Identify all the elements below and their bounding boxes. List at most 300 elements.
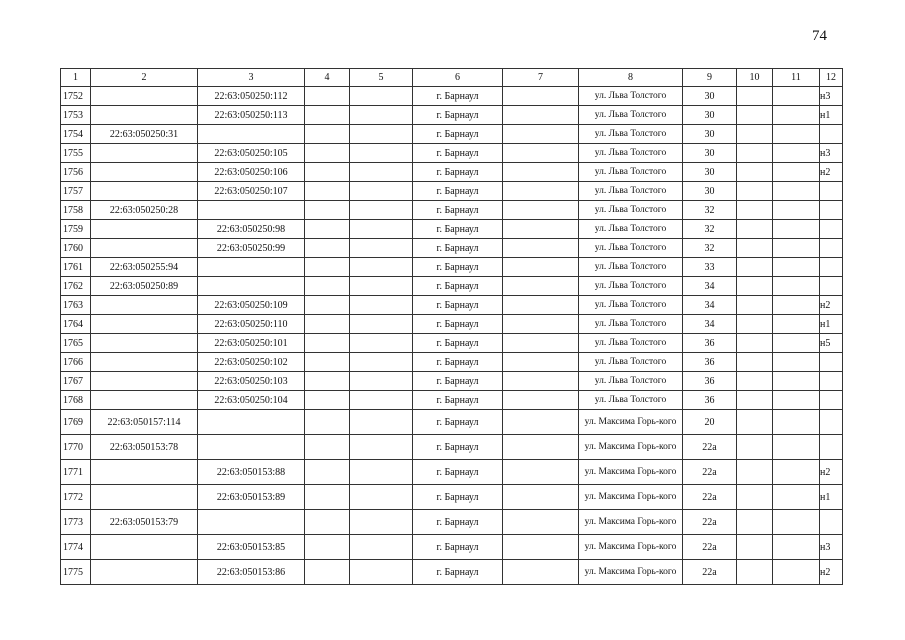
city-cell: г. Барнаул <box>413 106 503 125</box>
city-cell: г. Барнаул <box>413 315 503 334</box>
apartment-cell: н2 <box>820 560 843 585</box>
row-number-cell: 1762 <box>61 277 91 296</box>
street-cell: ул. Льва Толстого <box>579 220 683 239</box>
col10-cell <box>737 315 773 334</box>
col4-cell <box>305 201 350 220</box>
city-cell: г. Барнаул <box>413 296 503 315</box>
street-cell: ул. Льва Толстого <box>579 163 683 182</box>
col4-cell <box>305 239 350 258</box>
col10-cell <box>737 106 773 125</box>
col5-cell <box>350 220 413 239</box>
parcel-number-cell <box>91 485 198 510</box>
col10-cell <box>737 460 773 485</box>
house-number-cell: 30 <box>683 87 737 106</box>
col5-cell <box>350 391 413 410</box>
row-number-cell: 1771 <box>61 460 91 485</box>
street-cell: ул. Льва Толстого <box>579 391 683 410</box>
city-cell: г. Барнаул <box>413 163 503 182</box>
table-row <box>61 460 843 485</box>
apartment-cell <box>820 125 843 144</box>
col7-cell <box>503 353 579 372</box>
city-cell: г. Барнаул <box>413 460 503 485</box>
table-row <box>61 315 843 334</box>
row-number-cell: 1768 <box>61 391 91 410</box>
table-row <box>61 535 843 560</box>
col5-cell <box>350 535 413 560</box>
apartment-cell <box>820 201 843 220</box>
column-header: 11 <box>773 69 820 87</box>
building-number-cell: 22:63:050250:99 <box>198 239 305 258</box>
column-header: 7 <box>503 69 579 87</box>
street-cell: ул. Льва Толстого <box>579 144 683 163</box>
apartment-cell <box>820 182 843 201</box>
column-header: 6 <box>413 69 503 87</box>
parcel-number-cell <box>91 372 198 391</box>
column-header: 1 <box>61 69 91 87</box>
table-row <box>61 435 843 460</box>
col11-cell <box>773 144 820 163</box>
row-number-cell: 1764 <box>61 315 91 334</box>
street-cell: ул. Льва Толстого <box>579 201 683 220</box>
street-cell: ул. Льва Толстого <box>579 182 683 201</box>
col5-cell <box>350 277 413 296</box>
building-number-cell <box>198 410 305 435</box>
parcel-number-cell <box>91 220 198 239</box>
apartment-cell: н1 <box>820 106 843 125</box>
house-number-cell: 36 <box>683 391 737 410</box>
city-cell: г. Барнаул <box>413 239 503 258</box>
street-cell: ул. Льва Толстого <box>579 125 683 144</box>
col4-cell <box>305 106 350 125</box>
col4-cell <box>305 435 350 460</box>
building-number-cell <box>198 258 305 277</box>
table-row <box>61 144 843 163</box>
col5-cell <box>350 296 413 315</box>
col5-cell <box>350 163 413 182</box>
col5-cell <box>350 435 413 460</box>
building-number-cell: 22:63:050153:86 <box>198 560 305 585</box>
building-number-cell: 22:63:050250:104 <box>198 391 305 410</box>
table-row <box>61 391 843 410</box>
apartment-cell <box>820 372 843 391</box>
parcel-number-cell: 22:63:050250:89 <box>91 277 198 296</box>
col11-cell <box>773 182 820 201</box>
building-number-cell: 22:63:050250:98 <box>198 220 305 239</box>
parcel-number-cell <box>91 239 198 258</box>
page-number: 74 <box>812 28 827 44</box>
row-number-cell: 1769 <box>61 410 91 435</box>
col11-cell <box>773 535 820 560</box>
col4-cell <box>305 182 350 201</box>
street-cell: ул. Максима Горь-кого <box>579 560 683 585</box>
col11-cell <box>773 315 820 334</box>
column-header: 8 <box>579 69 683 87</box>
col4-cell <box>305 258 350 277</box>
col5-cell <box>350 560 413 585</box>
table-row <box>61 239 843 258</box>
apartment-cell <box>820 410 843 435</box>
col11-cell <box>773 201 820 220</box>
col5-cell <box>350 334 413 353</box>
street-cell: ул. Льва Толстого <box>579 315 683 334</box>
col7-cell <box>503 296 579 315</box>
col7-cell <box>503 125 579 144</box>
col5-cell <box>350 315 413 334</box>
col10-cell <box>737 435 773 460</box>
apartment-cell <box>820 435 843 460</box>
apartment-cell: н2 <box>820 460 843 485</box>
col11-cell <box>773 239 820 258</box>
parcel-number-cell: 22:63:050250:28 <box>91 201 198 220</box>
table-row <box>61 182 843 201</box>
table-row <box>61 277 843 296</box>
col11-cell <box>773 277 820 296</box>
table-row <box>61 258 843 277</box>
col5-cell <box>350 353 413 372</box>
column-header: 12 <box>820 69 843 87</box>
col4-cell <box>305 391 350 410</box>
apartment-cell: н2 <box>820 296 843 315</box>
house-number-cell: 34 <box>683 315 737 334</box>
house-number-cell: 20 <box>683 410 737 435</box>
col4-cell <box>305 460 350 485</box>
col5-cell <box>350 410 413 435</box>
city-cell: г. Барнаул <box>413 182 503 201</box>
city-cell: г. Барнаул <box>413 125 503 144</box>
apartment-cell <box>820 258 843 277</box>
building-number-cell <box>198 510 305 535</box>
col10-cell <box>737 410 773 435</box>
street-cell: ул. Льва Толстого <box>579 106 683 125</box>
col10-cell <box>737 163 773 182</box>
building-number-cell: 22:63:050250:109 <box>198 296 305 315</box>
city-cell: г. Барнаул <box>413 258 503 277</box>
city-cell: г. Барнаул <box>413 485 503 510</box>
building-number-cell: 22:63:050250:110 <box>198 315 305 334</box>
col7-cell <box>503 201 579 220</box>
col5-cell <box>350 510 413 535</box>
col5-cell <box>350 201 413 220</box>
col4-cell <box>305 315 350 334</box>
col10-cell <box>737 391 773 410</box>
building-number-cell <box>198 435 305 460</box>
row-number-cell: 1760 <box>61 239 91 258</box>
col11-cell <box>773 410 820 435</box>
city-cell: г. Барнаул <box>413 87 503 106</box>
col7-cell <box>503 485 579 510</box>
street-cell: ул. Максима Горь-кого <box>579 435 683 460</box>
col10-cell <box>737 182 773 201</box>
row-number-cell: 1752 <box>61 87 91 106</box>
row-number-cell: 1770 <box>61 435 91 460</box>
col5-cell <box>350 460 413 485</box>
street-cell: ул. Льва Толстого <box>579 296 683 315</box>
street-cell: ул. Льва Толстого <box>579 353 683 372</box>
parcel-number-cell <box>91 460 198 485</box>
col11-cell <box>773 391 820 410</box>
col10-cell <box>737 560 773 585</box>
house-number-cell: 22а <box>683 510 737 535</box>
house-number-cell: 22а <box>683 460 737 485</box>
city-cell: г. Барнаул <box>413 353 503 372</box>
house-number-cell: 33 <box>683 258 737 277</box>
row-number-cell: 1758 <box>61 201 91 220</box>
parcel-number-cell <box>91 334 198 353</box>
table-row <box>61 106 843 125</box>
col5-cell <box>350 258 413 277</box>
col11-cell <box>773 372 820 391</box>
col4-cell <box>305 372 350 391</box>
street-cell: ул. Льва Толстого <box>579 258 683 277</box>
apartment-cell: н3 <box>820 144 843 163</box>
row-number-cell: 1754 <box>61 125 91 144</box>
col4-cell <box>305 485 350 510</box>
col10-cell <box>737 87 773 106</box>
street-cell: ул. Максима Горь-кого <box>579 410 683 435</box>
city-cell: г. Барнаул <box>413 560 503 585</box>
city-cell: г. Барнаул <box>413 201 503 220</box>
street-cell: ул. Льва Толстого <box>579 87 683 106</box>
apartment-cell: н1 <box>820 485 843 510</box>
building-number-cell: 22:63:050250:102 <box>198 353 305 372</box>
col11-cell <box>773 353 820 372</box>
parcel-number-cell <box>91 163 198 182</box>
col5-cell <box>350 182 413 201</box>
building-number-cell: 22:63:050153:88 <box>198 460 305 485</box>
apartment-cell <box>820 277 843 296</box>
col4-cell <box>305 334 350 353</box>
table-row <box>61 353 843 372</box>
col10-cell <box>737 277 773 296</box>
col10-cell <box>737 258 773 277</box>
col7-cell <box>503 315 579 334</box>
col11-cell <box>773 435 820 460</box>
building-number-cell: 22:63:050250:103 <box>198 372 305 391</box>
parcel-number-cell: 22:63:050153:79 <box>91 510 198 535</box>
house-number-cell: 32 <box>683 239 737 258</box>
col7-cell <box>503 144 579 163</box>
col10-cell <box>737 334 773 353</box>
col7-cell <box>503 106 579 125</box>
col7-cell <box>503 560 579 585</box>
col7-cell <box>503 535 579 560</box>
col7-cell <box>503 435 579 460</box>
house-number-cell: 36 <box>683 372 737 391</box>
house-number-cell: 22а <box>683 435 737 460</box>
city-cell: г. Барнаул <box>413 334 503 353</box>
table-row <box>61 485 843 510</box>
parcel-number-cell <box>91 391 198 410</box>
col11-cell <box>773 510 820 535</box>
table-row <box>61 372 843 391</box>
house-number-cell: 22а <box>683 560 737 585</box>
parcel-number-cell <box>91 315 198 334</box>
col7-cell <box>503 334 579 353</box>
row-number-cell: 1763 <box>61 296 91 315</box>
house-number-cell: 22а <box>683 535 737 560</box>
col10-cell <box>737 220 773 239</box>
col10-cell <box>737 485 773 510</box>
street-cell: ул. Максима Горь-кого <box>579 460 683 485</box>
col4-cell <box>305 535 350 560</box>
street-cell: ул. Льва Толстого <box>579 372 683 391</box>
city-cell: г. Барнаул <box>413 277 503 296</box>
house-number-cell: 30 <box>683 144 737 163</box>
house-number-cell: 30 <box>683 182 737 201</box>
col11-cell <box>773 560 820 585</box>
col10-cell <box>737 125 773 144</box>
city-cell: г. Барнаул <box>413 391 503 410</box>
col5-cell <box>350 106 413 125</box>
house-number-cell: 34 <box>683 296 737 315</box>
street-cell: ул. Максима Горь-кого <box>579 510 683 535</box>
apartment-cell: н5 <box>820 334 843 353</box>
col11-cell <box>773 334 820 353</box>
col11-cell <box>773 163 820 182</box>
col10-cell <box>737 353 773 372</box>
table-row <box>61 510 843 535</box>
parcel-number-cell <box>91 296 198 315</box>
col4-cell <box>305 163 350 182</box>
table-row <box>61 87 843 106</box>
col4-cell <box>305 560 350 585</box>
building-number-cell <box>198 277 305 296</box>
row-number-cell: 1765 <box>61 334 91 353</box>
col10-cell <box>737 535 773 560</box>
parcel-number-cell <box>91 560 198 585</box>
col7-cell <box>503 460 579 485</box>
col4-cell <box>305 277 350 296</box>
row-number-cell: 1767 <box>61 372 91 391</box>
table-row <box>61 201 843 220</box>
apartment-cell <box>820 391 843 410</box>
col4-cell <box>305 220 350 239</box>
parcel-number-cell: 22:63:050250:31 <box>91 125 198 144</box>
house-number-cell: 30 <box>683 125 737 144</box>
table-row <box>61 163 843 182</box>
apartment-cell: н1 <box>820 315 843 334</box>
col11-cell <box>773 220 820 239</box>
col7-cell <box>503 277 579 296</box>
col11-cell <box>773 485 820 510</box>
table-row <box>61 125 843 144</box>
city-cell: г. Барнаул <box>413 535 503 560</box>
header-row <box>61 69 843 87</box>
col4-cell <box>305 125 350 144</box>
row-number-cell: 1755 <box>61 144 91 163</box>
registry-table <box>60 68 843 585</box>
table-row <box>61 560 843 585</box>
parcel-number-cell <box>91 182 198 201</box>
col11-cell <box>773 296 820 315</box>
house-number-cell: 36 <box>683 334 737 353</box>
house-number-cell: 34 <box>683 277 737 296</box>
col5-cell <box>350 239 413 258</box>
col10-cell <box>737 372 773 391</box>
building-number-cell <box>198 201 305 220</box>
col5-cell <box>350 125 413 144</box>
apartment-cell: н3 <box>820 87 843 106</box>
col11-cell <box>773 460 820 485</box>
house-number-cell: 36 <box>683 353 737 372</box>
apartment-cell <box>820 220 843 239</box>
row-number-cell: 1774 <box>61 535 91 560</box>
row-number-cell: 1773 <box>61 510 91 535</box>
col4-cell <box>305 410 350 435</box>
col4-cell <box>305 296 350 315</box>
house-number-cell: 32 <box>683 201 737 220</box>
parcel-number-cell <box>91 353 198 372</box>
building-number-cell: 22:63:050250:113 <box>198 106 305 125</box>
col4-cell <box>305 144 350 163</box>
row-number-cell: 1759 <box>61 220 91 239</box>
parcel-number-cell <box>91 535 198 560</box>
col5-cell <box>350 87 413 106</box>
parcel-number-cell: 22:63:050157:114 <box>91 410 198 435</box>
table-row <box>61 334 843 353</box>
street-cell: ул. Льва Толстого <box>579 239 683 258</box>
row-number-cell: 1775 <box>61 560 91 585</box>
building-number-cell: 22:63:050250:106 <box>198 163 305 182</box>
col10-cell <box>737 144 773 163</box>
column-header: 2 <box>91 69 198 87</box>
col11-cell <box>773 258 820 277</box>
table-row <box>61 220 843 239</box>
city-cell: г. Барнаул <box>413 144 503 163</box>
city-cell: г. Барнаул <box>413 410 503 435</box>
col10-cell <box>737 510 773 535</box>
col7-cell <box>503 220 579 239</box>
table-row <box>61 296 843 315</box>
col7-cell <box>503 510 579 535</box>
col7-cell <box>503 87 579 106</box>
house-number-cell: 30 <box>683 163 737 182</box>
apartment-cell <box>820 353 843 372</box>
col11-cell <box>773 125 820 144</box>
house-number-cell: 22а <box>683 485 737 510</box>
building-number-cell: 22:63:050250:105 <box>198 144 305 163</box>
parcel-number-cell: 22:63:050153:78 <box>91 435 198 460</box>
col7-cell <box>503 239 579 258</box>
col7-cell <box>503 258 579 277</box>
row-number-cell: 1757 <box>61 182 91 201</box>
col4-cell <box>305 87 350 106</box>
col10-cell <box>737 296 773 315</box>
city-cell: г. Барнаул <box>413 220 503 239</box>
column-header: 9 <box>683 69 737 87</box>
col4-cell <box>305 510 350 535</box>
city-cell: г. Барнаул <box>413 435 503 460</box>
building-number-cell: 22:63:050250:112 <box>198 87 305 106</box>
parcel-number-cell <box>91 144 198 163</box>
city-cell: г. Барнаул <box>413 510 503 535</box>
street-cell: ул. Льва Толстого <box>579 334 683 353</box>
column-header: 4 <box>305 69 350 87</box>
column-header: 5 <box>350 69 413 87</box>
apartment-cell: н2 <box>820 163 843 182</box>
col5-cell <box>350 372 413 391</box>
column-header: 10 <box>737 69 773 87</box>
col7-cell <box>503 182 579 201</box>
col7-cell <box>503 391 579 410</box>
parcel-number-cell <box>91 106 198 125</box>
col7-cell <box>503 372 579 391</box>
apartment-cell <box>820 510 843 535</box>
row-number-cell: 1753 <box>61 106 91 125</box>
street-cell: ул. Льва Толстого <box>579 277 683 296</box>
col4-cell <box>305 353 350 372</box>
table-row <box>61 410 843 435</box>
